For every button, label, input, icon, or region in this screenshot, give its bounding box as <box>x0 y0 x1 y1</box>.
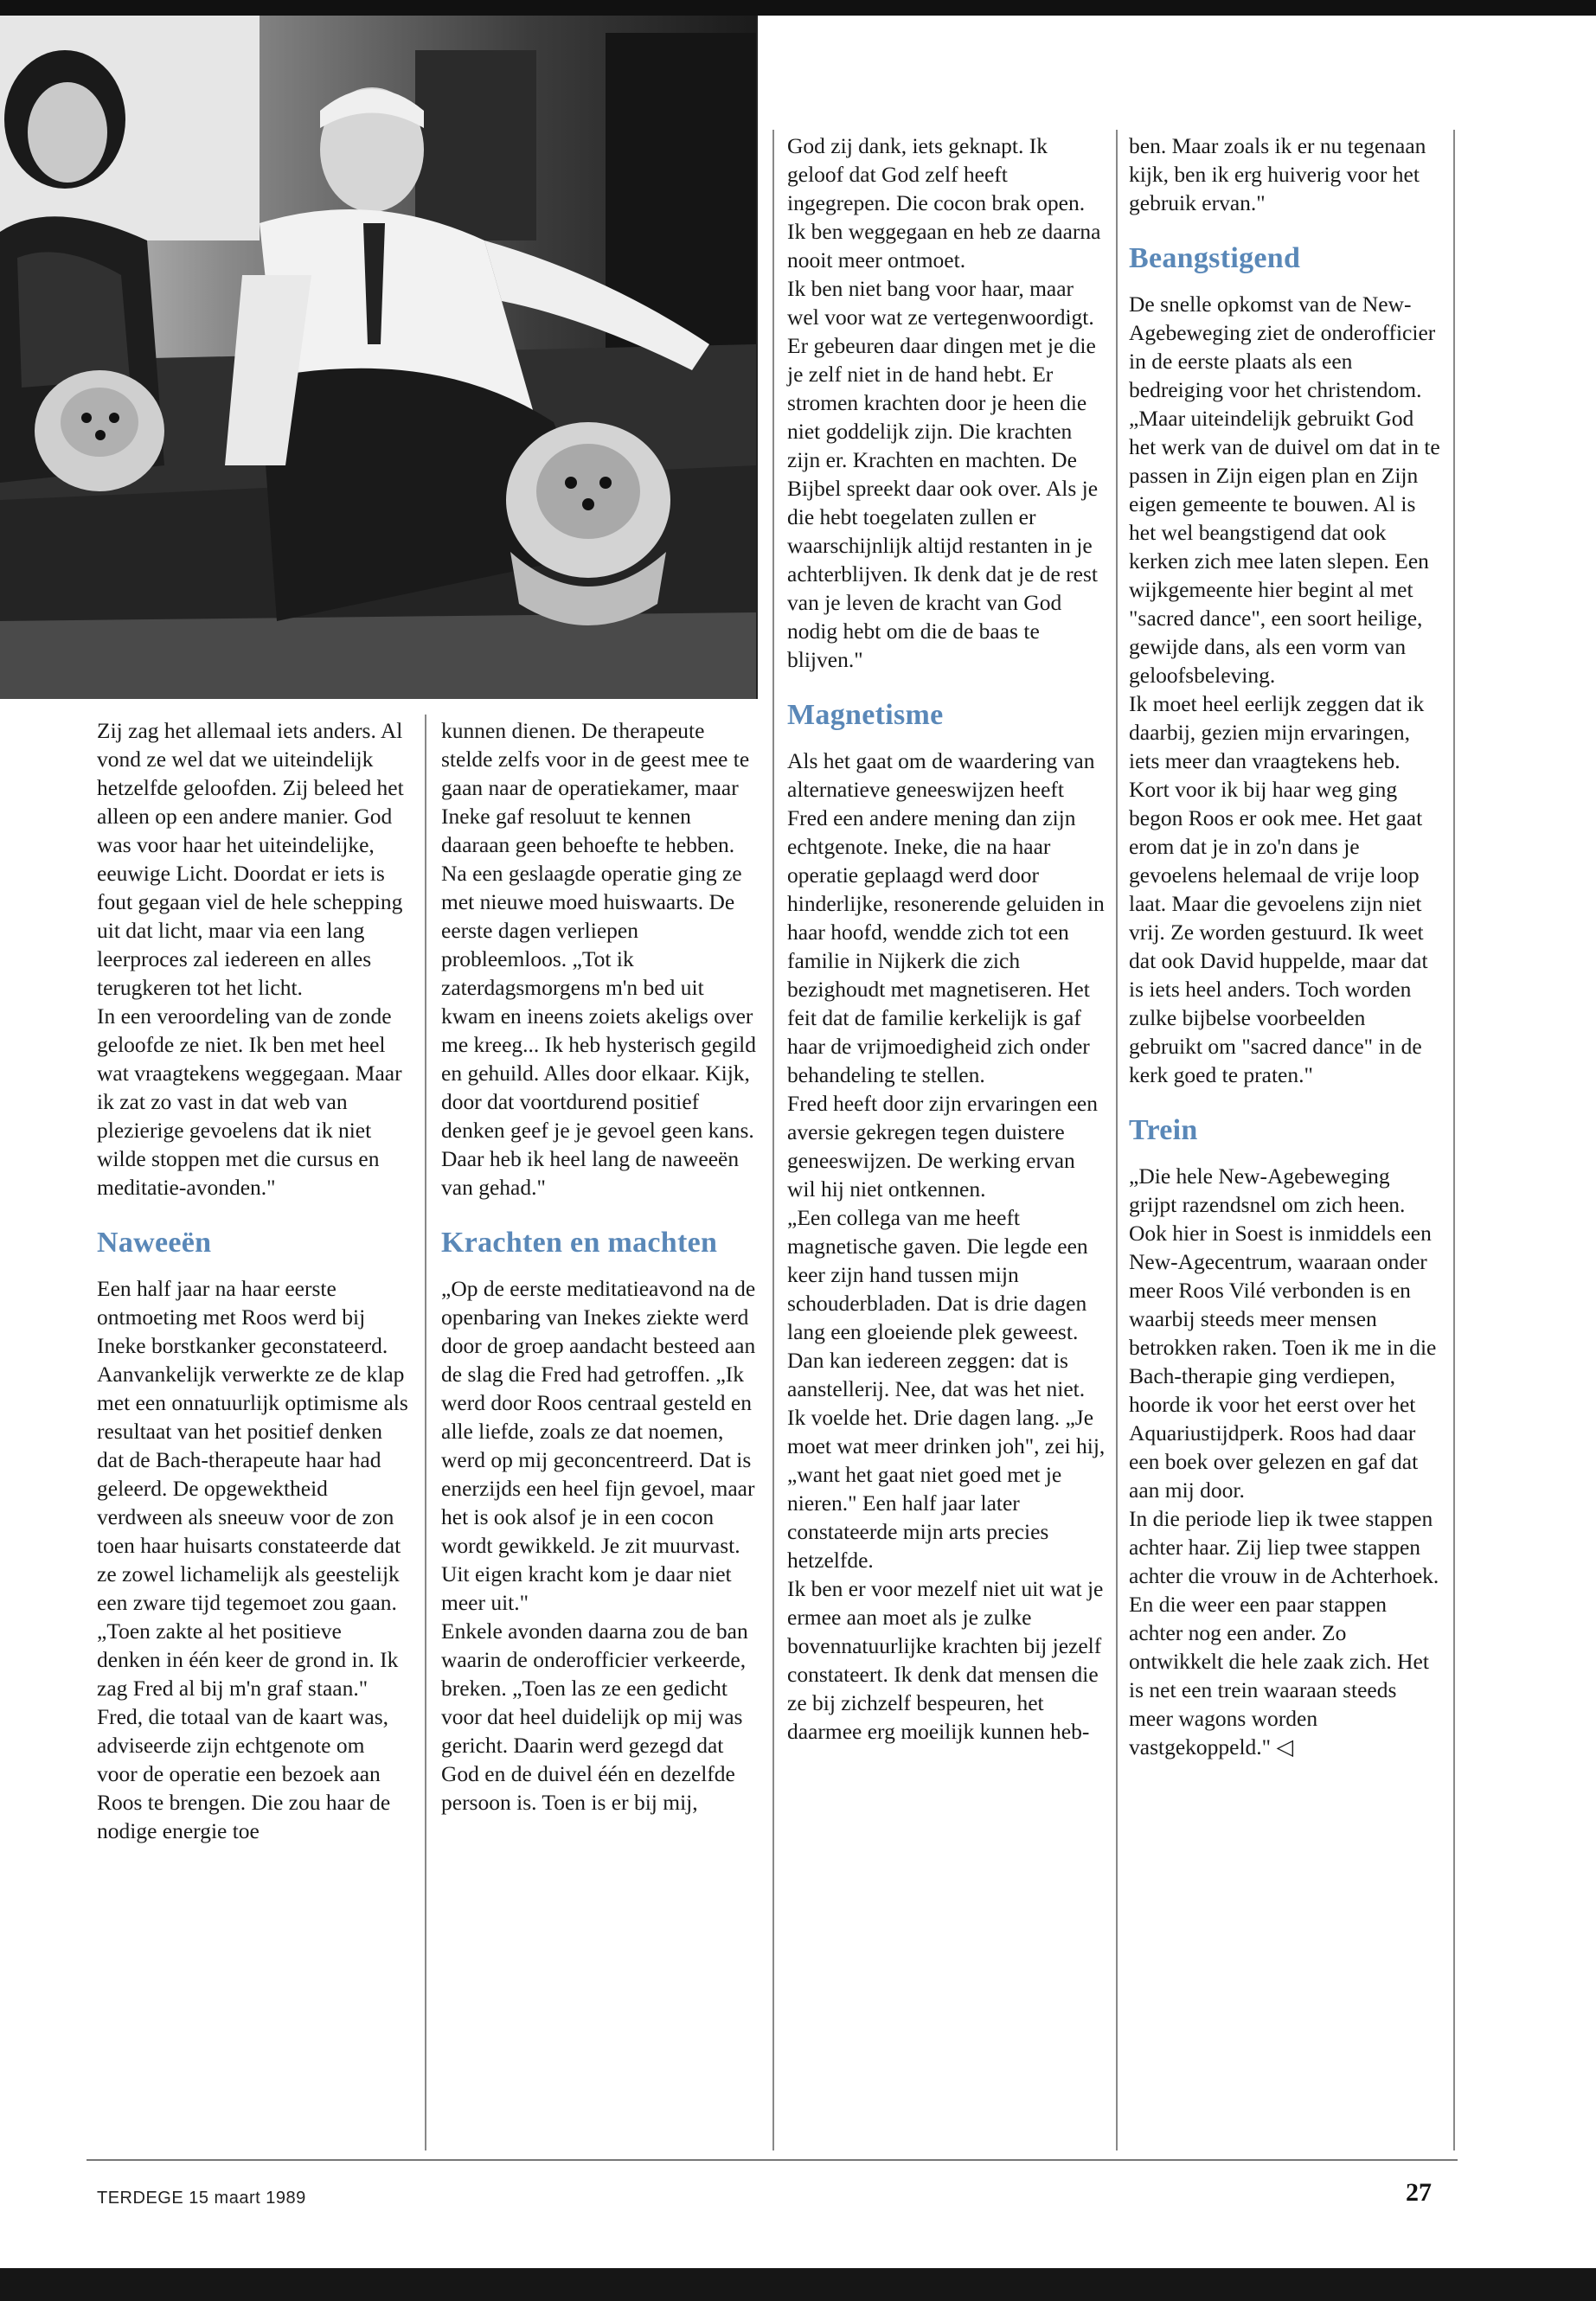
column-1 <box>97 716 408 1845</box>
paragraph: God zij dank, iets geknapt. Ik geloof dat God zelf heeft ingegrepen. Die cocon brak open. Ik ben weggegaan en heb ze daarna nooit meer ontmoet. <box>787 133 1101 272</box>
column-rule <box>1453 130 1455 2150</box>
paragraph: ben. Maar zoals ik er nu tegenaan kijk, ben ik erg huiverig voor het gebruik ervan." <box>1129 133 1426 215</box>
paragraph: In een veroordeling van de zonde geloofde ze niet. Ik ben met heel wat vraagtekens weggegaan. Maar ik zat zo vast in dat web van plezierige gevoelens dat ik niet wilde stoppen met die cursus en meditatie-avonden." <box>97 1003 402 1200</box>
scan-edge-bottom <box>0 2268 1596 2301</box>
scan-edge-top <box>0 0 1596 16</box>
paragraph: Na een geslaagde operatie ging ze met nieuwe moed huiswaarts. De eerste dagen verliepen probleemloos. „Tot ik zaterdagsmorgens m'n bed uit kwam en ineens zoiets akeligs over me kreeg... Ik heb hysterisch gegild en gehuild. Alles door elkaar. Kijk, door dat voortdurend positief denken geef je je gevoel geen kans. Daar heb ik heel lang de naweeën van gehad." <box>441 861 756 1200</box>
photo-illustration <box>0 16 756 699</box>
section-heading-beangstigend: Beangstigend <box>1129 242 1301 274</box>
paragraph: „Op de eerste meditatieavond na de openbaring van Inekes ziekte werd door de groep aandacht besteed aan de slag die Fred had getroffen. „Ik werd door Roos centraal gesteld en alle liefde, zoals ze dat noemen, werd op mij geconcentreerd. Dat is enerzijds een heel fijn gevoel, maar het is ook alsof je in een cocon wordt gewikkeld. Je zit muurvast. Uit eigen kracht kom je daar niet meer uit." <box>441 1276 756 1615</box>
footer-magazine-date: TERDEGE 15 maart 1989 <box>97 2189 306 2208</box>
paragraph: Enkele avonden daarna zou de ban waarin de onderofficier verkeerde, breken. „Toen las ze een gedicht voor dat heel duidelijk op mij was gericht. Daarin werd gezegd dat God en de duivel één en dezelfde persoon is. Toen is er bij mij, <box>441 1618 748 1815</box>
column-4 <box>1129 131 1442 1761</box>
page-number: 27 <box>1406 2178 1432 2207</box>
footer-rule <box>87 2159 1458 2161</box>
paragraph: Fred heeft door zijn ervaringen een aversie gekregen tegen duistere geneeswijzen. De werking ervan wil hij niet ontkennen. <box>787 1091 1098 1202</box>
paragraph: „Een collega van me heeft magnetische gaven. Die legde een keer zijn hand tussen mijn schouderbladen. Dat is drie dagen lang een gloeiende plek geweest. Dan kan iedereen zeggen: dat is aanstellerij. Nee, dat was het niet. Ik voelde het. Drie dagen lang. „Je moet wat meer drinken joh", zei hij, „want het gaat niet goed met je nieren." Een half jaar later constateerde mijn arts precies hetzelfde. <box>787 1205 1106 1573</box>
paragraph: Een half jaar na haar eerste ontmoeting met Roos werd bij Ineke borstkanker geconstateerd. Aanvankelijk verwerkte ze de klap met een onnatuurlijk optimisme als resultaat van het positief denken dat de Bach-therapeute haar had geleerd. De opgewektheid verdween als sneeuw voor de zon toen haar huisarts constateerde dat ze zowel lichamelijk als geestelijk een zware tijd tegemoet zou gaan. „Toen zakte al het positieve denken in één keer de grond in. Ik zag Fred al bij m'n graf staan." <box>97 1276 408 1701</box>
column-rule <box>425 715 426 2150</box>
column-3 <box>787 131 1106 1746</box>
paragraph: „Die hele New-Agebeweging grijpt razendsnel om zich heen. Ook hier in Soest is inmiddels een New-Agecentrum, waaraan onder meer Roos Vilé verbonden is en waarbij steeds meer mensen betrokken raken. Toen ik me in die Bach-therapie ging verdiepen, hoorde ik voor het eerst over het Aquariustijdperk. Roos had daar een boek over gelezen en gaf dat aan mij door. <box>1129 1163 1437 1503</box>
paragraph: Ik moet heel eerlijk zeggen dat ik daarbij, gezien mijn ervaringen, iets meer dan vraagtekens heb. Kort voor ik bij haar weg ging begon Roos er ook mee. Het gaat erom dat je in zo'n dans je gevoelens helemaal de vrije loop laat. Maar die gevoelens zijn niet vrij. Ze worden gestuurd. Ik weet dat ook David huppelde, maar dat is iets heel anders. Toch worden zulke bijbelse voorbeelden gebruikt om "sacred dance" in de kerk goed te praten." <box>1129 691 1428 1087</box>
paragraph: Fred, die totaal van de kaart was, adviseerde zijn echtgenote om voor de operatie een bezoek aan Roos te brengen. Die zou haar de nodige energie toe <box>97 1704 391 1843</box>
paragraph: Ik ben niet bang voor haar, maar wel voor wat ze vertegenwoordigt. Er gebeuren daar dingen met je die je zelf niet in de hand hebt. Er stromen krachten door je heen die niet goddelijk zijn. Die krachten zijn er. Krachten en machten. De Bijbel spreekt daar ook over. Als je die hebt toegelaten zullen er waarschijnlijk altijd restanten in je achterblijven. Ik denk dat je de rest van je leven de kracht van God nodig hebt om die de baas te blijven." <box>787 276 1099 672</box>
section-heading-krachten-en-machten: Krachten en machten <box>441 1227 718 1259</box>
small-dog <box>506 422 670 625</box>
column-rule <box>772 130 774 2150</box>
paragraph: „Maar uiteindelijk gebruikt God het werk van de duivel om dat in te passen in Zijn eigen plan en Zijn eigen gemeente te bouwen. Al is het wel beangstigend dat ook kerken zich mee laten slepen. Een wijkgemeente hier begint al met "sacred dance", een soort heilige, gewijde dans, als een vorm van geloofsbeleving. <box>1129 406 1440 688</box>
section-heading-magnetisme: Magnetisme <box>787 699 944 731</box>
paragraph: Zij zag het allemaal iets anders. Al vond ze wel dat we uiteindelijk hetzelfde geloofden. Zij beleed het alleen op een andere manier. God was voor haar het uiteindelijke, eeuwige Licht. Doordat er iets is fout gegaan viel de hele schepping uit dat licht, maar via een lang leerproces zal iedereen en alles terugkeren tot het licht. <box>97 718 404 1000</box>
section-heading-naweeen: Naweeën <box>97 1227 212 1259</box>
small-dog <box>35 370 164 491</box>
paragraph: kunnen dienen. De therapeute stelde zelfs voor in de geest mee te gaan naar de operatiekamer, maar Ineke gaf resoluut te kennen daaraan geen behoefte te hebben. <box>441 718 750 857</box>
paragraph: In die periode liep ik twee stappen achter haar. Zij liep twee stappen achter die vrouw in de Achterhoek. En die weer een paar stappen achter nog een ander. Zo ontwikkelt die hele zaak zich. Het is net een trein waaraan steeds meer wagons worden vastgekoppeld." ◁ <box>1129 1506 1439 1759</box>
paragraph: Ik ben er voor mezelf niet uit wat je ermee aan moet als je zulke bovennatuurlijke krachten bij jezelf constateert. Ik denk dat mensen die ze bij zichzelf bespeuren, het daarmee erg moeilijk kunnen heb- <box>787 1576 1104 1744</box>
paragraph: Als het gaat om de waardering van alternatieve geneeswijzen heeft Fred een andere mening dan zijn echtgenote. Ineke, die na haar operatie geplaagd werd door hinderlijke, resonerende geluiden in haar hoofd, wendde zich tot een familie in Nijkerk die zich bezighoudt met magnetiseren. Het feit dat de familie kerkelijk is gaf haar de vrijmoedigheid zich onder behandeling te stellen. <box>787 748 1105 1087</box>
paragraph: De snelle opkomst van de New-Agebeweging ziet de onderofficier in de eerste plaats als een bedreiging voor het christendom. <box>1129 292 1436 402</box>
column-rule <box>1116 130 1118 2150</box>
column-2 <box>441 716 760 1817</box>
article-photo <box>0 16 758 699</box>
section-heading-trein: Trein <box>1129 1114 1198 1146</box>
